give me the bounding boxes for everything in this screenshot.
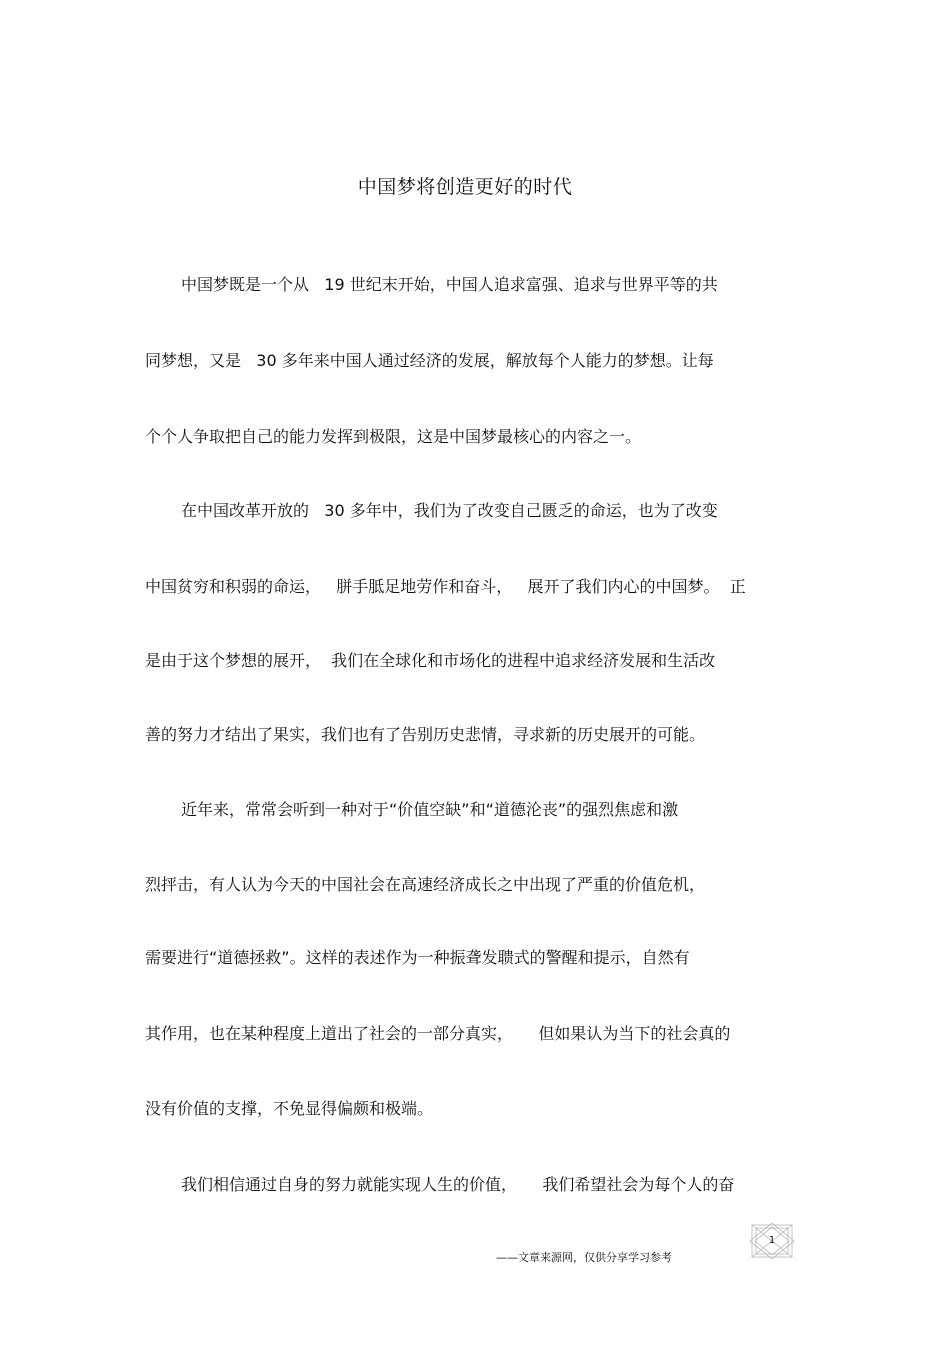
footer-source-note: ——文章来源网，仅供分享学习参考	[496, 1251, 672, 1264]
paragraph-line: 近年来，常常会听到一种对于“价值空缺”和“道德沦丧”的强烈焦虑和激	[181, 800, 679, 819]
page-title: 中国梦将创造更好的时代	[357, 176, 573, 198]
paragraph-line: 没有价值的支撑，不免显得偏颇和极端。	[145, 1099, 434, 1118]
paragraph-line: 在中国改革开放的 30 多年中，我们为了改变自己匮乏的命运，也为了改变	[181, 501, 718, 520]
paragraph-line: 同梦想，又是 30 多年来中国人通过经济的发展，解放每个人能力的梦想。让每	[145, 351, 714, 370]
page-number: 1	[768, 1235, 776, 1246]
paragraph-line: 中国梦既是一个从 19 世纪末开始，中国人追求富强、追求与世界平等的共	[181, 275, 718, 294]
paragraph-line: 我们相信通过自身的努力就能实现人生的价值， 我们希望社会为每个人的奋	[181, 1175, 735, 1194]
paragraph-line: 烈抨击，有人认为今天的中国社会在高速经济成长之中出现了严重的价值危机，	[145, 875, 706, 894]
paragraph-line: 中国贫穷和积弱的命运， 胼手胝足地劳作和奋斗， 展开了我们内心的中国梦。 正	[145, 577, 746, 596]
paragraph-line: 需要进行“道德拯救”。这样的表述作为一种振聋发聩式的警醒和提示，自然有	[145, 948, 690, 967]
paragraph-line: 是由于这个梦想的展开， 我们在全球化和市场化的进程中追求经济发展和生活改	[145, 651, 716, 670]
paragraph-line: 善的努力才结出了果实，我们也有了告别历史悲情，寻求新的历史展开的可能。	[145, 725, 706, 744]
paragraph-line: 其作用，也在某种程度上道出了社会的一部分真实， 但如果认为当下的社会真的	[145, 1024, 731, 1043]
paragraph-line: 个个人争取把自己的能力发挥到极限，这是中国梦最核心的内容之一。	[145, 427, 642, 446]
